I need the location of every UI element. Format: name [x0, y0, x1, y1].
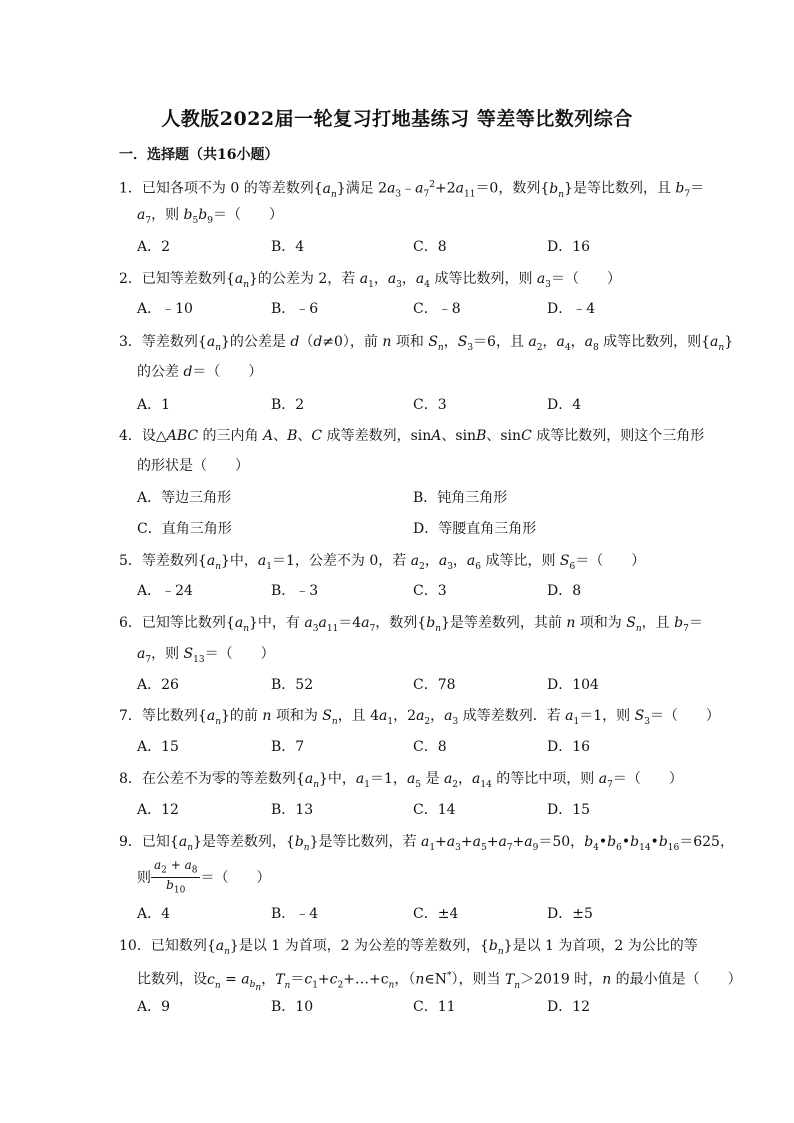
question-1-option-a[interactable]: A．2 — [137, 239, 171, 255]
question-9-option-d[interactable]: D．±5 — [547, 906, 593, 922]
question-8-option-b[interactable]: B．13 — [271, 802, 314, 818]
question-3-option-d[interactable]: D．4 — [547, 397, 582, 413]
question-1-option-c[interactable]: C．8 — [413, 239, 447, 255]
question-6-stem: 6．已知等比数列$\{a_n\}$中，有 $a_3a_{11}=4a_7$，数列$\{b_n\}$是等差数列，其前 n 项和为 $S_n$，且 $b_7=$ — [119, 615, 703, 634]
question-1-stem: 1．已知各项不为 0 的等差数列$\{a_n\}$满足 $2a_3﹣a_7^2+2a_{11}=0$，数列$\{b_n\}$是等比数列，且 $b_7=$ — [119, 180, 705, 200]
document-title: 人教版2022届一轮复习打地基练习 等差等比数列综合 — [161, 108, 633, 130]
question-6-stem-cont: $a_7$，则 $S_{13}=$（ ） — [137, 646, 275, 665]
question-9-option-b[interactable]: B．﹣4 — [271, 906, 319, 922]
question-10-option-a[interactable]: A．9 — [137, 999, 171, 1015]
question-7-option-d[interactable]: D．16 — [547, 739, 591, 755]
question-8-option-a[interactable]: A．12 — [137, 802, 179, 818]
question-number: 3． — [119, 334, 142, 350]
question-number: 9． — [119, 834, 142, 850]
question-4-stem: 4．设△ABC 的三内角 A、B、C 成等差数列，sinA、sinB、sinC 成等比数列，则这个三角形 — [119, 428, 705, 444]
question-8-option-c[interactable]: C．14 — [413, 802, 456, 818]
question-5-stem: 5．等差数列$\{a_n\}$中，$a_1=1$，公差不为 0，若 $a_2$，$a_3$，$a_6$ 成等比，则 $S_6=$（ ） — [119, 553, 646, 572]
question-number: 2． — [119, 271, 142, 287]
question-3-option-b[interactable]: B．2 — [271, 397, 305, 413]
question-6-option-d[interactable]: D．104 — [547, 677, 599, 693]
question-10-stem: 10．已知数列$\{a_n\}$是以 1 为首项，2 为公差的等差数列，$\{b_n\}$是以 1 为首项，2 为公比的等 — [119, 938, 698, 957]
question-9-option-a[interactable]: A．4 — [137, 906, 171, 922]
question-2-option-a[interactable]: A．﹣10 — [137, 301, 193, 317]
question-2-option-c[interactable]: C．﹣8 — [413, 301, 461, 317]
question-6-option-b[interactable]: B．52 — [271, 677, 314, 693]
question-3-stem-cont: 的公差 d＝（ ） — [137, 364, 263, 380]
question-10-stem-cont: 比数列，设$c_n = a_{b_n}$，$T_n=c_1+c_2+\dots+c_n$，（n∈N*），则当 $T_n>2019$ 时，n 的最小值是（ ） — [137, 971, 742, 994]
question-2-stem: 2．已知等差数列$\{a_n\}$的公差为 2，若 $a_1$，$a_3$，$a_4$ 成等比数列，则 $a_3=$（ ） — [119, 271, 621, 290]
question-4-option-c[interactable]: C．直角三角形 — [137, 521, 232, 537]
question-number: 8． — [119, 771, 142, 787]
question-number: 5． — [119, 553, 142, 569]
question-7-stem: 7．等比数列$\{a_n\}$的前 n 项和为 $S_n$，且 $4a_1$，$2a_2$，$a_3$ 成等差数列．若 $a_1=1$，则 $S_3=$（ ） — [119, 708, 720, 727]
question-4-option-b[interactable]: B．钝角三角形 — [413, 490, 508, 506]
question-7-option-c[interactable]: C．8 — [413, 739, 447, 755]
question-number: 10． — [119, 938, 151, 954]
question-6-option-a[interactable]: A．26 — [137, 677, 179, 693]
question-8-stem: 8．在公差不为零的等差数列$\{a_n\}$中，$a_1=1$，$a_5$ 是 $a_2$，$a_{14}$ 的等比中项，则 $a_7=$（ ） — [119, 771, 683, 790]
question-9-stem: 9．已知$\{a_n\}$是等差数列，$\{b_n\}$是等比数列，若 $a_1+a_3+a_5+a_7+a_9=50$，$b_4•b_6•b_{14}•b_{16}=625$， — [119, 834, 734, 853]
question-2-option-b[interactable]: B．﹣6 — [271, 301, 319, 317]
question-number: 4． — [119, 428, 142, 444]
question-10-option-d[interactable]: D．12 — [547, 999, 591, 1015]
question-7-option-a[interactable]: A．15 — [137, 739, 179, 755]
section-heading: 一．选择题（共16小题） — [119, 147, 279, 163]
question-4-stem-cont: 的形状是（ ） — [137, 458, 249, 474]
question-10-option-b[interactable]: B．10 — [271, 999, 314, 1015]
question-5-option-d[interactable]: D．8 — [547, 583, 582, 599]
question-1-stem-cont: $a_7$，则 $b_5b_9=$（ ） — [137, 207, 283, 226]
question-6-option-c[interactable]: C．78 — [413, 677, 456, 693]
question-10-option-c[interactable]: C．11 — [413, 999, 456, 1015]
question-number: 7． — [119, 708, 142, 724]
question-2-option-d[interactable]: D．﹣4 — [547, 301, 596, 317]
fraction: $\frac{a_2 + a_8}{b_{10}}$ — [151, 858, 200, 898]
question-8-option-d[interactable]: D．15 — [547, 802, 591, 818]
question-number: 1． — [119, 180, 142, 197]
question-number: 6． — [119, 615, 142, 631]
question-3-option-a[interactable]: A．1 — [137, 397, 171, 413]
question-3-stem: 3．等差数列$\{a_n\}$的公差是 d（d≠0），前 n 项和 $S_n$，$S_3=6$，且 $a_2$，$a_4$，$a_8$ 成等比数列，则$\{a_n\}$ — [119, 334, 734, 353]
question-3-option-c[interactable]: C．3 — [413, 397, 447, 413]
question-5-option-b[interactable]: B．﹣3 — [271, 583, 319, 599]
question-4-option-d[interactable]: D．等腰直角三角形 — [413, 521, 537, 537]
question-5-option-c[interactable]: C．3 — [413, 583, 447, 599]
question-1-option-d[interactable]: D．16 — [547, 239, 591, 255]
question-9-option-c[interactable]: C．±4 — [413, 906, 459, 922]
question-7-option-b[interactable]: B．7 — [271, 739, 305, 755]
question-5-option-a[interactable]: A．﹣24 — [137, 583, 193, 599]
question-1-option-b[interactable]: B．4 — [271, 239, 305, 255]
question-4-option-a[interactable]: A．等边三角形 — [137, 490, 232, 506]
question-9-stem-cont: 则 $\frac{a_2 + a_8}{b_{10}}$ ＝（ ） — [137, 858, 271, 896]
